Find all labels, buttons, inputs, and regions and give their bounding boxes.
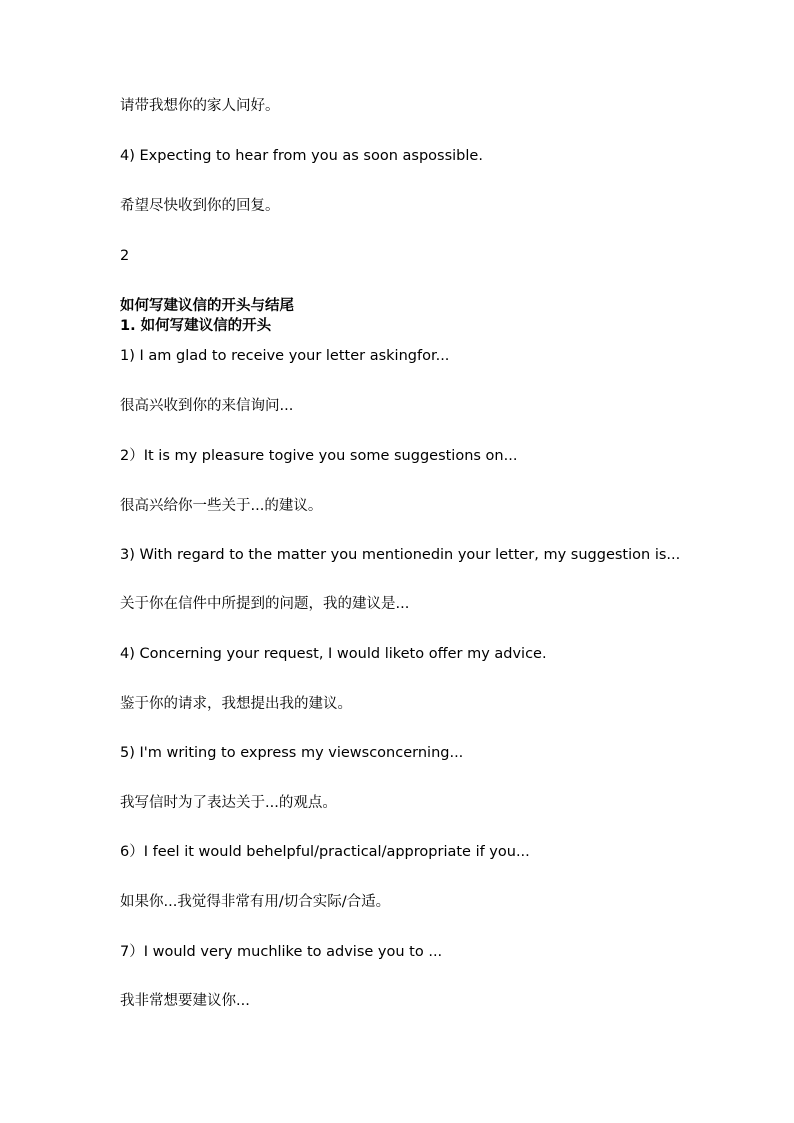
subsection-heading: 1. 如何写建议信的开头 xyxy=(120,318,272,334)
text-line: 我非常想要建议你... xyxy=(120,993,250,1009)
text-line: 很高兴收到你的来信询问... xyxy=(120,398,294,414)
page-number: 2 xyxy=(120,248,130,264)
text-line: 6）I feel it would behelpful/practical/appropriate if you... xyxy=(120,844,530,860)
text-line: 很高兴给你一些关于...的建议。 xyxy=(120,498,323,514)
text-line: 4) Expecting to hear from you as soon aspossible. xyxy=(120,148,483,164)
text-line: 请带我想你的家人问好。 xyxy=(120,98,280,114)
text-line: 希望尽快收到你的回复。 xyxy=(120,198,280,214)
text-line: 7）I would very muchlike to advise you to ... xyxy=(120,944,443,960)
text-line: 我写信时为了表达关于...的观点。 xyxy=(120,795,337,811)
text-line: 1) I am glad to receive your letter askingfor... xyxy=(120,348,450,364)
text-line: 关于你在信件中所提到的问题，我的建议是... xyxy=(120,596,410,612)
text-line: 2）It is my pleasure togive you some suggestions on... xyxy=(120,448,518,464)
text-line: 3) With regard to the matter you mentionedin your letter, my suggestion is... xyxy=(120,547,681,563)
section-heading: 如何写建议信的开头与结尾 xyxy=(120,298,294,314)
text-line: 4) Concerning your request, I would liketo offer my advice. xyxy=(120,646,547,662)
text-line: 如果你...我觉得非常有用/切合实际/合适。 xyxy=(120,894,391,910)
text-line: 5) I'm writing to express my viewsconcerning... xyxy=(120,745,464,761)
text-line: 鉴于你的请求，我想提出我的建议。 xyxy=(120,696,352,712)
